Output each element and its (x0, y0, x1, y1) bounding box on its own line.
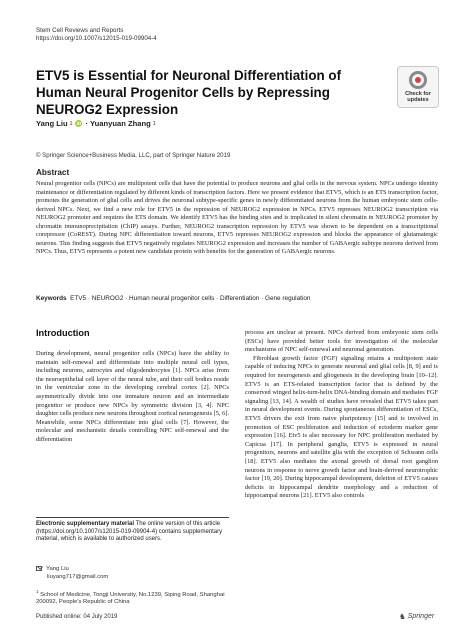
author-affil-sup: 1 (152, 120, 156, 127)
supplementary-material-note (36, 517, 229, 544)
author-separator: · (85, 119, 88, 128)
paragraph: process are unclear at present. NPCs derived from embryonic stem cells (ESCs) have provided better tools for investigation of the molecular mechanisms of NPC self-renewal and neuronal generation. (245, 329, 438, 354)
keywords-label: Keywords (36, 295, 67, 302)
body-column-left (36, 350, 229, 445)
author-list (36, 119, 156, 128)
author-affil-sup: 1 (69, 120, 73, 127)
abstract-heading: Abstract (36, 168, 70, 177)
correspondence (36, 566, 108, 581)
correspondence-email[interactable]: liuyang717@gmail.com (47, 573, 109, 580)
published-date: Published online: 04 July 2019 (36, 614, 118, 620)
paragraph: Fibroblast growth factor (FGF) signaling retains a multipotent state capable of inducing NPCs to generate neuronal and glial cells [8, 9] and is required for neurogenesis and gliogenesis in the developing brain [10–12]. ETV5 is an ETS-related transcription factor that is defined by the conserved winged helix-turn-helix DNA-binding domain and mediates FGF signaling [13, 14]. A wealth of studies have revealed that ETV5 takes part in neural development events. During spontaneous differentiation of ESCs, ETV5 drivers the exit from naive pluripotency [15] and is involved in promotion of ESC proliferation and induction of ectoderm marker gene expression [16]. Etv5 is also necessary for NPC proliferation mediated by Capicua [17]. In peripheral ganglia, ETV5 is expressed in neural progenitors, neurons and satellite glia with the exception of Schwann cells [18]. ETV5 also mediates the axonal growth of dorsal root ganglion neurons in response to nerve growth factor and brain-derived neurotrophic factor [19, 20]. During hippocampal development, deletion of ETV5 causes deficits in hippocampal dendrite morphology and a reduction of hippocampal neurons [21]. ETV5 also controls (245, 354, 438, 500)
badge-line1: Check for (405, 91, 431, 97)
article-title: ETV5 is Essential for Neuronal Differentiation of Human Neural Progenitor Cells by Repressing NEUROG2 Expression (36, 68, 342, 117)
affiliation (36, 588, 229, 607)
badge-label (398, 91, 438, 103)
introduction-heading: Introduction (36, 328, 90, 338)
publisher-logo (399, 612, 434, 621)
doi-link[interactable]: https://doi.org/10.1007/s12015-019-09904-4 (36, 35, 157, 42)
keywords-list: ETV5 · NEUROG2 · Human neural progenitor cells · Differentiation · Gene regulation (70, 295, 311, 302)
paragraph: During development, neural progenitor cells (NPCs) have the ability to maintain self-renewal and differentiate into multiple neural cell types, including neurons, astrocytes and oligodendrocytes [1]. NPCs arise from the neuroepithelial cell layer of the neural tube, and their cell bodies reside in the ventricular zone in the developing cerebral cortex [2]. NPCs asymmetrically divide into one immature neuron and an intermediate progenitor or produce new NPCs by symmetric division [3, 4]. NPC daughter cells produce new neurons throughout cortical neurogenesis [5, 6]. Meanwhile, some NPCs differentiate into glial cells [7]. However, the molecular and mechanistic details controlling NPC self-renewal and the differentiation (36, 350, 229, 443)
affiliation-sup: 1 (36, 589, 39, 594)
author-name[interactable]: Yang Liu (36, 119, 68, 128)
affiliation-text: School of Medicine, Tongji University, No.1239, Siping Road, Shanghai 200092, People's Republic of China (36, 591, 225, 606)
orcid-icon[interactable]: iD (76, 121, 82, 126)
crossmark-icon (409, 71, 427, 89)
check-for-updates-badge[interactable] (397, 66, 439, 108)
journal-name: Stem Cell Reviews and Reports (36, 27, 124, 34)
badge-line2: updates (407, 97, 429, 104)
springer-horse-icon: ♞ (399, 612, 406, 621)
publisher-name: Springer (407, 613, 435, 620)
author-name[interactable]: Yuanyuan Zhang (89, 119, 151, 128)
abstract-text: Neural progenitor cells (NPCs) are multipotent cells that have the potential to produce neurons and glial cells in the nervous system. NPCs undergo identity maintenance or differentiation regulated by different kinds of transcription factors. Here we present evidence that ETV5, which is an ETS transcription factor, promotes the generation of glial cells and drives the neuronal subtype-specific genes in newly differentiated neurons from the human embryonic stem cells-derived NPCs. Next, we find a new role for ETV5 in the repression of NEUROG2 expression in NPCs. ETV5 represses NEUROG2 transcription via NEUROG2 promoter and requires the ETS domain. We identify ETV5 has the binding sites and is implicated in silent chromatin in NEUROG2 promoter by chromatin immunoprecipitation (ChIP) assays. Further, NEUROG2 transcription repression by ETV5 was shown to be dependent on a transcriptional corepressor (CoREST). During NPC differentiation toward neurons, ETV5 represses NEUROG2 expression and blocks the appearance of glutamatergic neurons. This finding suggests that ETV5 negatively regulates NEUROG2 expression and increases the number of GABAergic subtype neurons derived from NPCs. Thus, ETV5 represents a potent new candidate protein with benefits for the generation of GABAergic neurons. (36, 180, 438, 256)
envelope-icon (36, 566, 42, 570)
copyright-notice: © Springer Science+Business Media, LLC, part of Springer Nature 2019 (36, 152, 231, 159)
keywords (36, 295, 438, 302)
body-column-right (245, 329, 438, 501)
esm-text: The online version of this article (https://doi.org/10.1007/s12015-019-09904-4) contains supplementary material, which is available to authorized users. (36, 521, 223, 543)
esm-label: Electronic supplementary material (36, 521, 135, 527)
correspondence-name: Yang Liu (46, 566, 69, 572)
